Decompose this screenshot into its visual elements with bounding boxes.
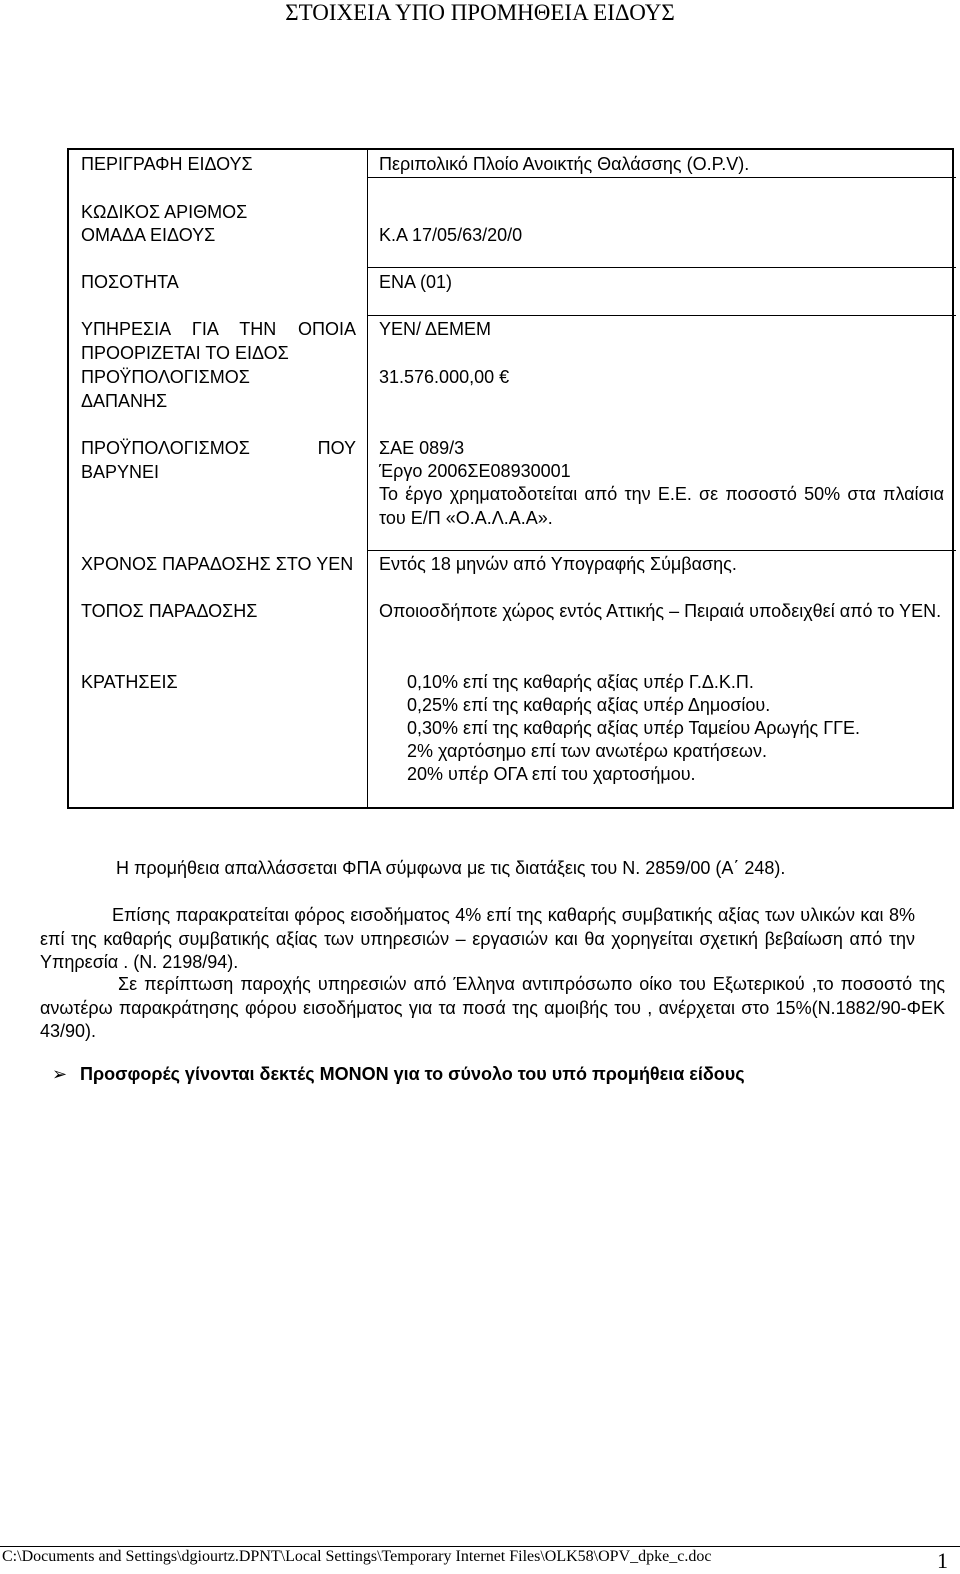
row-divider <box>367 550 956 551</box>
delivery-time-label: ΧΡΟΝΟΣ ΠΑΡΑΔΟΣΗΣ ΣΤΟ ΥΕΝ <box>81 554 354 574</box>
vat-paragraph: Η προμήθεια απαλλάσσεται ΦΠΑ σύμφωνα με τις διατάξεις του Ν. 2859/00 (Α΄ 248). <box>116 858 786 878</box>
charge-label: ΠΡΟΫΠΟΛΟΓΙΣΜΟΣ ΠΟΥ ΒΑΡΥΝΕΙ <box>81 438 356 482</box>
document-title: ΣΤΟΙΧΕΙΑ ΥΠΟ ΠΡΟΜΗΘΕΙΑ ΕΙΔΟΥΣ <box>285 0 675 25</box>
spec-table <box>67 148 954 809</box>
deduction-item: 0,25% επί της καθαρής αξίας υπέρ Δημοσίου. <box>407 695 771 715</box>
deduction-item: 0,10% επί της καθαρής αξίας υπέρ Γ.Δ.Κ.Π. <box>407 672 754 692</box>
charge-value-line1: ΣΑΕ 089/3 <box>379 438 465 458</box>
delivery-time-value: Εντός 18 μηνών από Υπογραφής Σύμβασης. <box>379 554 737 574</box>
offers-notice: Προσφορές γίνονται δεκτές ΜΟΝΟΝ για το σύνολο του υπό προμήθεια είδους <box>80 1064 745 1084</box>
row-divider <box>367 267 956 268</box>
footer-rule <box>0 1546 960 1547</box>
budget-label: ΠΡΟΫΠΟΛΟΓΙΣΜΟΣ ΔΑΠΑΝΗΣ <box>81 367 250 411</box>
quantity-value: ΕΝΑ (01) <box>379 272 453 292</box>
delivery-place-label: ΤΟΠΟΣ ΠΑΡΑΔΟΣΗΣ <box>81 601 258 621</box>
deduction-item: 2% χαρτόσημο επί των ανωτέρω κρατήσεων. <box>407 741 767 761</box>
charge-value-line3: Το έργο χρηματοδοτείται από την Ε.Ε. σε ποσοστό 50% στα πλαίσια του Ε/Π «Ο.Α.Λ.Α.Α». <box>379 484 944 528</box>
row-divider <box>367 315 956 316</box>
page-footer <box>0 1546 960 1573</box>
row-divider <box>367 177 956 178</box>
budget-value: 31.576.000,00 € <box>379 367 510 387</box>
charge-value-line2: Έργο 2006ΣΕ08930001 <box>379 461 571 481</box>
quantity-label: ΠΟΣΟΤΗΤΑ <box>81 272 179 292</box>
arrow-bullet-icon: ➢ <box>52 1064 68 1084</box>
deductions-label: ΚΡΑΤΗΣΕΙΣ <box>81 672 178 692</box>
code-label-line1: ΚΩΔΙΚΟΣ ΑΡΙΘΜΟΣ <box>81 202 248 222</box>
delivery-place-value: Οποιοσδήποτε χώρος εντός Αττικής – Πειραιά υποδειχθεί από το ΥΕΝ. <box>379 601 942 621</box>
code-label-line2: ΟΜΑΔΑ ΕΙΔΟΥΣ <box>81 225 216 245</box>
service-label: ΥΠΗΡΕΣΙΑ ΓΙΑ ΤΗΝ ΟΠΟΙΑ ΠΡΟΟΡΙΖΕΤΑΙ ΤΟ ΕΙΔΟΣ <box>81 319 356 363</box>
service-value: ΥΕΝ/ ΔΕΜΕΜ <box>379 319 492 339</box>
code-value: Κ.Α 17/05/63/20/0 <box>379 225 523 245</box>
description-label: ΠΕΡΙΓΡΑΦΗ ΕΙΔΟΥΣ <box>81 154 253 174</box>
deduction-item: 0,30% επί της καθαρής αξίας υπέρ Ταμείου Αρωγής ΓΓΕ. <box>407 718 861 738</box>
tax-paragraph: Επίσης παρακρατείται φόρος εισοδήματος 4% επί της καθαρής συμβατικής αξίας των υλικών και 8% επί της καθαρής συμβατικής αξίας των υπηρεσιών – εργασιών και θα χορηγείται σχετική βεβαίωση από την Υπηρεσία . (Ν. 2198/94). <box>40 905 915 972</box>
page-number: 1 <box>937 1548 948 1573</box>
deduction-item: 20% υπέρ ΟΓΑ επί του χαρτοσήμου. <box>407 764 696 784</box>
file-path: C:\Documents and Settings\dgiourtz.DPNT\Local Settings\Temporary Internet Files\OLK58\OPV_dpke_c.doc <box>2 1548 712 1565</box>
column-divider <box>367 150 368 807</box>
foreign-representative-paragraph: Σε περίπτωση παροχής υπηρεσιών από Έλληνα αντιπρόσωπο οίκο του Εξωτερικού ,το ποσοστό της ανωτέρω παρακράτησης φόρου εισοδήματος για τα ποσά της αμοιβής του , ανέρχεται στο 15%(Ν.1882/90-ΦΕΚ 43/90). <box>40 974 945 1041</box>
description-value: Περιπολικό Πλοίο Ανοικτής Θαλάσσης (Ο.Ρ.V). <box>379 154 750 174</box>
